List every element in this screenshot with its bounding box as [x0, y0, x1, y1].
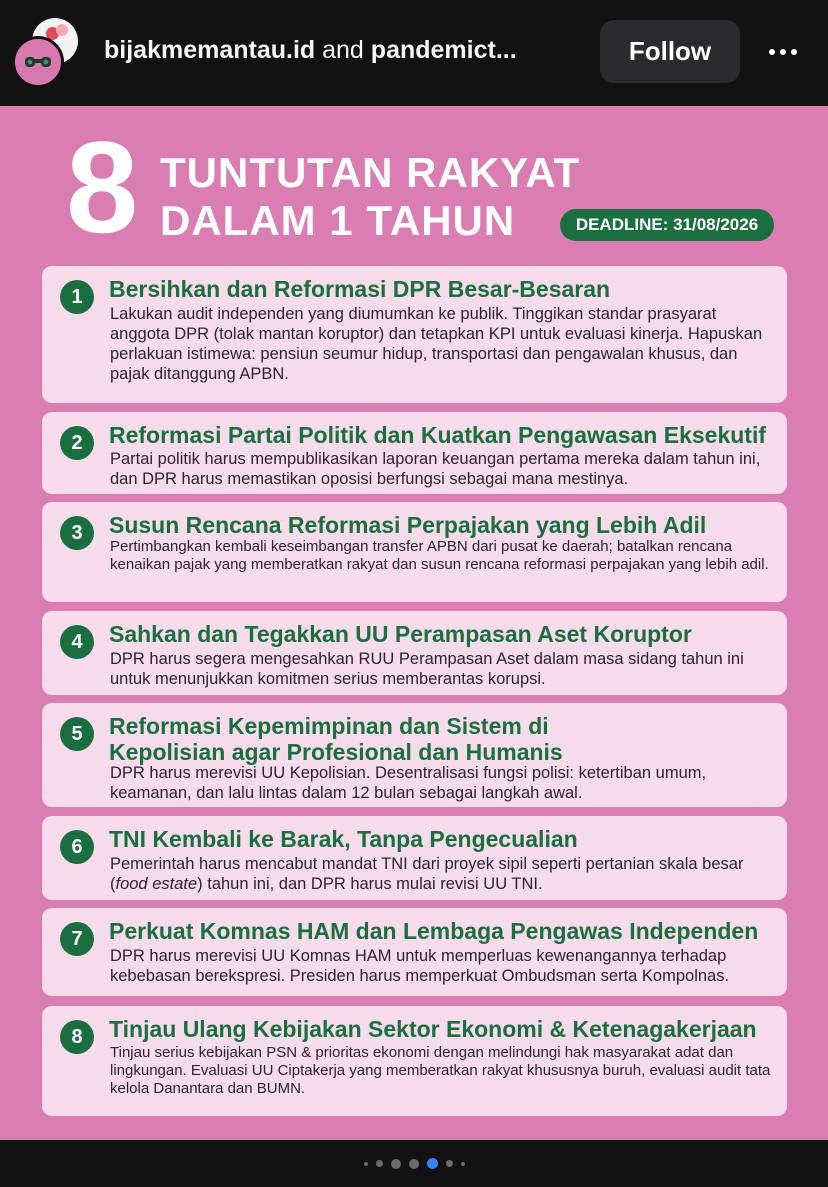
demand-body: DPR harus segera mengesahkan RUU Perampasan Aset dalam masa sidang tahun ini untuk menunjukkan komitmen serius memberantas korupsi.	[110, 650, 744, 688]
demand-card-7	[42, 908, 787, 996]
demand-number: 3	[60, 516, 94, 550]
demand-title: Perkuat Komnas HAM dan Lembaga Pengawas Independen	[109, 918, 759, 944]
page-dot[interactable]	[376, 1160, 383, 1167]
demand-title: TNI Kembali ke Barak, Tanpa Pengecualian	[109, 826, 578, 852]
demand-number: 4	[60, 625, 94, 659]
demand-body: Partai politik harus mempublikasikan laporan keuangan pertama mereka dalam tahun ini, dan DPR harus memastikan oposisi berfungsi sebagai mana mestinya.	[110, 450, 761, 488]
page-dot[interactable]	[461, 1162, 465, 1166]
demand-body: Lakukan audit independen yang diumumkan ke publik. Tinggikan standar prasyarat anggota DPR (tolak mantan koruptor) dan tetapkan KPI untuk evaluasi kinerja. Hapuskan perlakuan istimewa: pensiun seumur hidup, transportasi dan pengawalan khusus, dan pajak ditanggung APBN.	[110, 305, 763, 383]
carousel-pagination	[0, 1140, 828, 1187]
account-and: and	[322, 36, 364, 64]
demand-body: DPR harus merevisi UU Kepolisian. Desentralisasi fungsi polisi: ketertiban umum, keamanan, dan lalu lintas dalam 12 bulan sebagai langkah awal.	[110, 764, 707, 802]
demand-card-6	[42, 816, 787, 900]
demand-body: DPR harus merevisi UU Komnas HAM untuk memperluas kewenangannya terhadap kebebasan berekspresi. Presiden harus memperkuat Ombudsman serta Kompolnas.	[110, 947, 730, 985]
deadline-badge: DEADLINE: 31/08/2026	[560, 209, 774, 241]
follow-button[interactable]: Follow	[600, 20, 740, 83]
page-dot-active[interactable]	[427, 1158, 438, 1169]
demand-title: Reformasi Kepemimpinan dan Sistem di Kepolisian agar Profesional dan Humanis	[109, 713, 563, 765]
avatar-bijakmemantau[interactable]	[12, 36, 64, 88]
page-dot[interactable]	[391, 1159, 401, 1169]
page-dot[interactable]	[446, 1160, 453, 1167]
demand-card-1	[42, 266, 787, 403]
poster-title-line2: DALAM 1 TAHUN	[160, 197, 516, 244]
demand-title: Sahkan dan Tegakkan UU Perampasan Aset Koruptor	[109, 621, 692, 647]
demand-title: Susun Rencana Reformasi Perpajakan yang Lebih Adil	[109, 512, 707, 538]
binocular-icon	[25, 54, 51, 68]
account-main[interactable]: bijakmemantau.id	[104, 36, 316, 64]
demand-number: 6	[60, 830, 94, 864]
demand-card-4	[42, 611, 787, 695]
demand-card-2	[42, 412, 787, 494]
demand-title: Bersihkan dan Reformasi DPR Besar-Besaran	[109, 276, 611, 302]
demand-number: 5	[60, 717, 94, 751]
post-image[interactable]	[0, 106, 828, 1140]
demand-body: Pertimbangkan kembali keseimbangan transfer APBN dari pusat ke daerah; batalkan rencana kenaikan pajak yang memberatkan rakyat dan susun rencana reformasi perpajakan yang lebih adil.	[110, 538, 769, 573]
demand-title: Reformasi Partai Politik dan Kuatkan Pengawasan Eksekutif	[109, 422, 766, 448]
demand-card-8	[42, 1006, 787, 1116]
post-header	[0, 0, 828, 106]
page-dot[interactable]	[364, 1162, 368, 1166]
demand-number: 8	[60, 1020, 94, 1054]
demand-number: 1	[60, 280, 94, 314]
demand-body: Tinjau serius kebijakan PSN & prioritas ekonomi dengan melindungi hak masyarakat adat dan lingkungan. Evaluasi UU Ciptakerja yang memberatkan rakyat khususnya buruh, evaluasi audit tata kelola Danantara dan BUMN.	[110, 1044, 771, 1097]
more-options-icon[interactable]	[760, 34, 806, 70]
account-names[interactable]	[104, 36, 582, 70]
demand-title: Tinjau Ulang Kebijakan Sektor Ekonomi & Ketenagakerjaan	[109, 1016, 757, 1042]
demand-card-5	[42, 703, 787, 807]
demand-number: 2	[60, 426, 94, 460]
collab-avatars[interactable]	[12, 18, 82, 86]
demand-body: Pemerintah harus mencabut mandat TNI dari proyek sipil seperti pertanian skala besar (food estate) tahun ini, dan DPR harus mulai revisi UU TNI.	[110, 855, 744, 893]
demand-number: 7	[60, 922, 94, 956]
demand-card-3	[42, 502, 787, 602]
account-collab[interactable]: pandemict...	[370, 36, 517, 64]
poster-big-number: 8	[66, 114, 139, 260]
page-dot[interactable]	[409, 1159, 419, 1169]
poster-title-line1: TUNTUTAN RAKYAT	[160, 149, 581, 196]
